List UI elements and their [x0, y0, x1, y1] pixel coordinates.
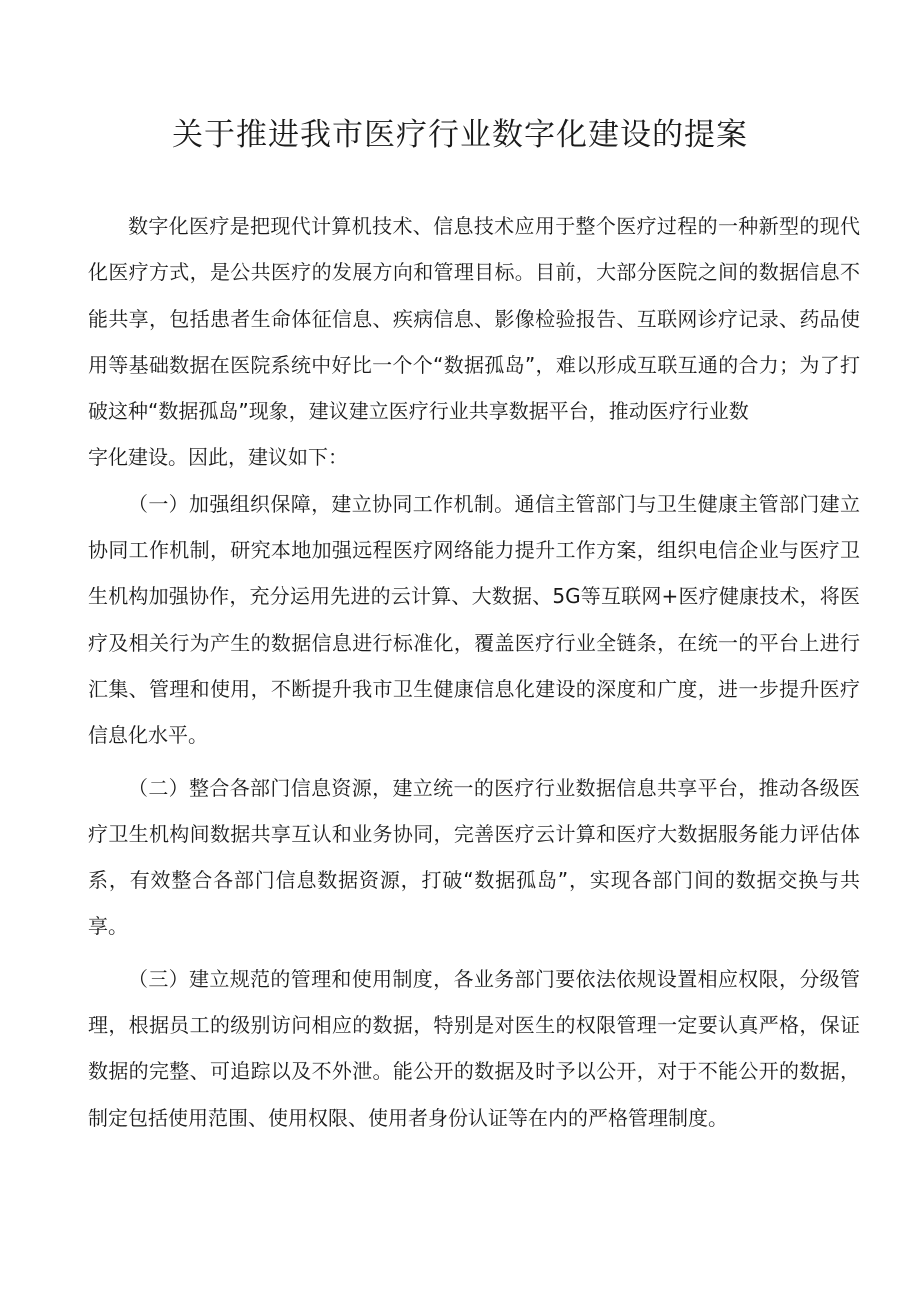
document-body [88, 203, 860, 1141]
paragraph-recommendation-3: （三）建立规范的管理和使用制度，各业务部门要依法依规设置相应权限，分级管理，根据员工的级别访问相应的数据，特别是对医生的权限管理一定要认真严格，保证数据的完整、可追踪以及不外泄。能公开的数据及时予以公开，对于不能公开的数据，制定包括使用范围、使用权限、使用者身份认证等在内的严格管理制度。 [88, 966, 860, 1130]
paragraph-recommendation-2: （二）整合各部门信息资源，建立统一的医疗行业数据信息共享平台，推动各级医疗卫生机构间数据共享互认和业务协同，完善医疗云计算和医疗大数据服务能力评估体系，有效整合各部门信息数据资源，打破“数据孤岛”，实现各部门间的数据交换与共享。 [88, 775, 860, 939]
document-title: 关于推进我市医疗行业数字化建设的提案 [172, 117, 748, 153]
paragraph-recommendation-1: （一）加强组织保障，建立协同工作机制。通信主管部门与卫生健康主管部门建立协同工作机制，研究本地加强远程医疗网络能力提升工作方案，组织电信企业与医疗卫生机构加强协作，充分运用先进的云计算、大数据、5G等互联网+医疗健康技术，将医疗及相关行为产生的数据信息进行标准化，覆盖医疗行业全链条，在统一的平台上进行汇集、管理和使用，不断提升我市卫生健康信息化建设的深度和广度，进一步提升医疗信息化水平。 [88, 491, 860, 748]
paragraph-intro: 数字化医疗是把现代计算机技术、信息技术应用于整个医疗过程的一种新型的现代化医疗方式，是公共医疗的发展方向和管理目标。目前，大部分医院之间的数据信息不能共享，包括患者生命体征信息、疾病信息、影像检验报告、互联网诊疗记录、药品使用等基础数据在医院系统中好比一个个“数据孤岛”，难以形成互联互通的合力；为了打破这种“数据孤岛”现象，建议建立医疗行业共享数据平台，推动医疗行业数 [88, 214, 860, 424]
paragraph-intro-continuation: 字化建设。因此，建议如下： [88, 445, 348, 470]
